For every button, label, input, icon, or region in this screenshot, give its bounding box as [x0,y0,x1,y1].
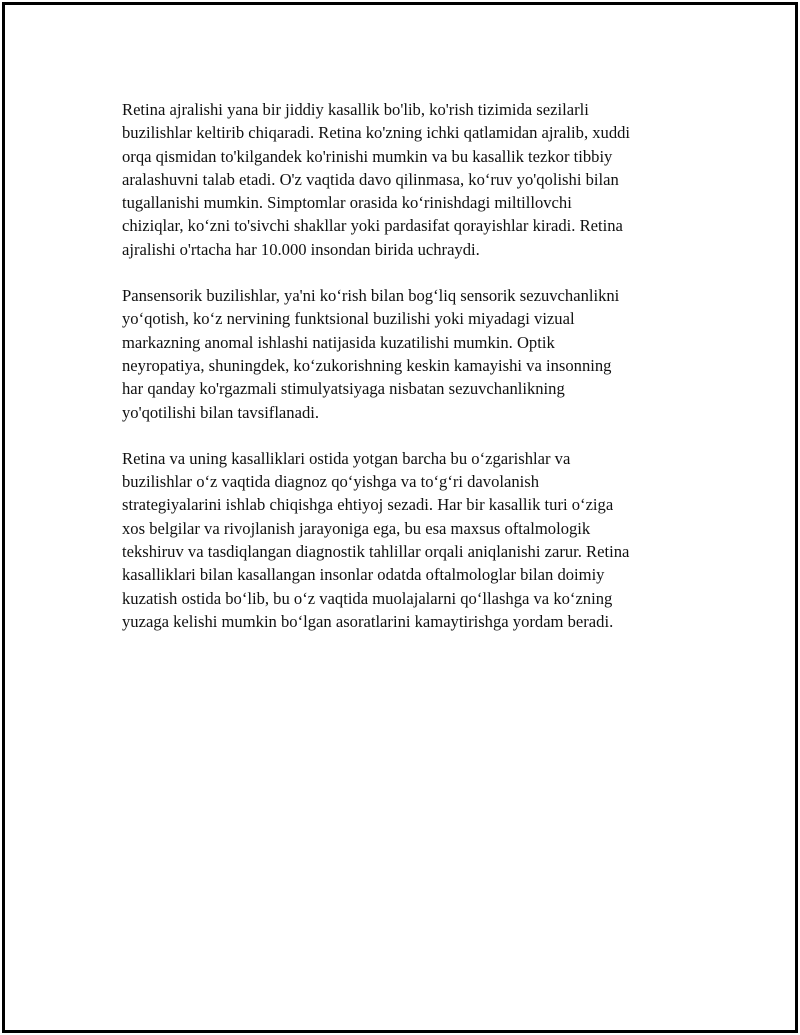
text-line: ajralishi o'rtacha har 10.000 insondan birida uchraydi. [122,239,480,259]
text-line: xos belgilar va rivojlanish jarayoniga ega, bu esa maxsus oftalmologik [122,518,591,538]
text-line: neyropatiya, shuningdek, ko‘zukorishning keskin kamayishi va insonning [122,355,612,375]
text-line: yuzaga kelishi mumkin bo‘lgan asoratlarini kamaytirishga yordam beradi. [122,611,614,631]
text-line: yo‘qotish, ko‘z nervining funktsional buzilishi yoki miyadagi vizual [122,309,575,329]
text-line: Pansensorik buzilishlar, ya'ni ko‘rish bilan bog‘liq sensorik sezuvchanlikni [122,286,620,306]
text-line: strategiyalarini ishlab chiqishga ehtiyoj sezadi. Har bir kasallik turi o‘ziga [122,495,614,515]
text-line: aralashuvni talab etadi. O'z vaqtida davo qilinmasa, ko‘ruv yo'qolishi bilan [122,169,619,189]
paragraph-diagnosis-and-treatment [122,447,694,633]
page-frame [2,2,798,1033]
text-line: Retina va uning kasalliklari ostida yotgan barcha bu o‘zgarishlar va [122,448,571,468]
paragraph-pansensory-disorders [122,284,694,424]
text-line: kasalliklari bilan kasallangan insonlar odatda oftalmologlar bilan doimiy [122,565,605,585]
paragraph-retina-detachment [122,98,694,261]
text-line: yo'qotilishi bilan tavsiflanadi. [122,402,320,422]
text-line: kuzatish ostida bo‘lib, bu o‘z vaqtida muolajalarni qo‘llashga va ko‘zning [122,588,613,608]
text-line: chiziqlar, ko‘zni to'sivchi shakllar yoki pardasifat qorayishlar kiradi. Retina [122,216,623,236]
text-line: har qanday ko'rgazmali stimulyatsiyaga nisbatan sezuvchanlikning [122,379,565,399]
text-line: tekshiruv va tasdiqlangan diagnostik tahlillar orqali aniqlanishi zarur. Retina [122,542,630,562]
text-line: markazning anomal ishlashi natijasida kuzatilishi mumkin. Optik [122,332,555,352]
text-line: tugallanishi mumkin. Simptomlar orasida ko‘rinishdagi miltillovchi [122,193,572,213]
text-line: buzilishlar keltirib chiqaradi. Retina ko'zning ichki qatlamidan ajralib, xuddi [122,123,631,143]
document-body [122,98,694,656]
text-line: orqa qismidan to'kilgandek ko'rinishi mumkin va bu kasallik tezkor tibbiy [122,146,613,166]
text-line: Retina ajralishi yana bir jiddiy kasallik bo'lib, ko'rish tizimida sezilarli [122,100,589,119]
text-line: buzilishlar o‘z vaqtida diagnoz qo‘yishga va to‘g‘ri davolanish [122,472,540,492]
